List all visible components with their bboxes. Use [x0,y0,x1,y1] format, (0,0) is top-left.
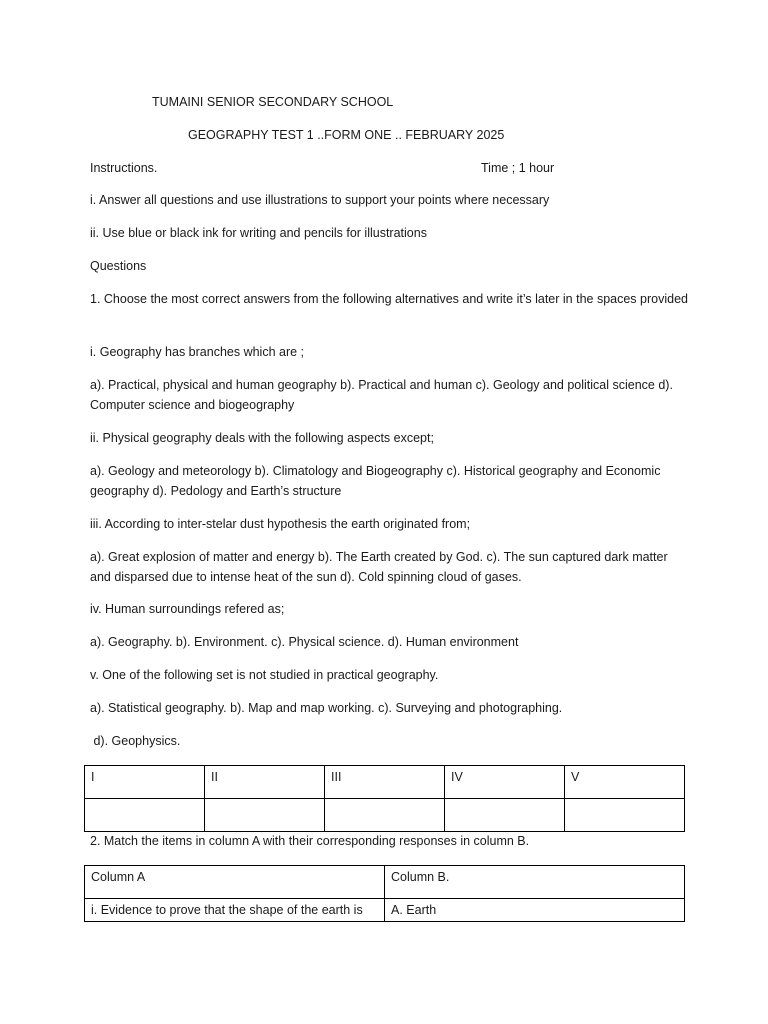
answer-table-header-row [85,766,685,799]
column-b-header: Column B. [385,866,685,899]
school-name: TUMAINI SENIOR SECONDARY SCHOOL [152,95,394,109]
questions-heading: Questions [90,259,147,273]
answer-cell-ii [205,799,325,832]
question-1-stem: 1. Choose the most correct answers from the following alternatives and write it’s later in the spaces provided [90,292,688,306]
question-1-ii-options: a). Geology and meteorology b). Climatology and Biogeography c). Historical geography and Economic geography d). Pedology and Earth’s structure [90,464,661,498]
matching-table [84,865,685,922]
answer-header-iv: IV [445,766,565,799]
answer-header-ii: II [205,766,325,799]
question-1-i-options: a). Practical, physical and human geography b). Practical and human c). Geology and political science d). Computer science and biogeography [90,378,673,412]
question-1-iv: iv. Human surroundings refered as; [90,602,285,616]
answer-header-i: I [85,766,205,799]
question-1-iii-options: a). Great explosion of matter and energy b). The Earth created by God. c). The sun captured dark matter and disparsed due to intense heat of the sun d). Cold spinning cloud of gases. [90,550,668,584]
question-2-stem: 2. Match the items in column A with their corresponding responses in column B. [90,834,530,848]
time-allowed: Time ; 1 hour [481,161,555,175]
answer-cell-iii [325,799,445,832]
answer-header-iii: III [325,766,445,799]
answer-cell-v [565,799,685,832]
question-1-iii: iii. According to inter-stelar dust hypothesis the earth originated from; [90,517,471,531]
instructions-label: Instructions. [90,161,158,175]
answer-table-blank-row [85,799,685,832]
answer-table [84,765,685,832]
question-1-v-options: a). Statistical geography. b). Map and map working. c). Surveying and photographing. [90,701,563,715]
answer-header-v: V [565,766,685,799]
question-1-v: v. One of the following set is not studied in practical geography. [90,668,439,682]
answer-cell-i [85,799,205,832]
column-a-header: Column A [85,866,385,899]
instruction-1: i. Answer all questions and use illustrations to support your points where necessary [90,193,550,207]
question-1-ii: ii. Physical geography deals with the following aspects except; [90,431,434,445]
column-b-item: A. Earth [385,899,685,922]
instruction-2: ii. Use blue or black ink for writing and pencils for illustrations [90,226,427,240]
column-a-item: i. Evidence to prove that the shape of the earth is [85,899,385,922]
question-1-i: i. Geography has branches which are ; [90,345,305,359]
matching-table-header-row [85,866,685,899]
table-row [85,899,685,922]
question-1-v-options-extra: d). Geophysics. [90,734,181,748]
question-1-iv-options: a). Geography. b). Environment. c). Physical science. d). Human environment [90,635,519,649]
test-title: GEOGRAPHY TEST 1 ..FORM ONE .. FEBRUARY 2025 [188,128,505,142]
answer-cell-iv [445,799,565,832]
